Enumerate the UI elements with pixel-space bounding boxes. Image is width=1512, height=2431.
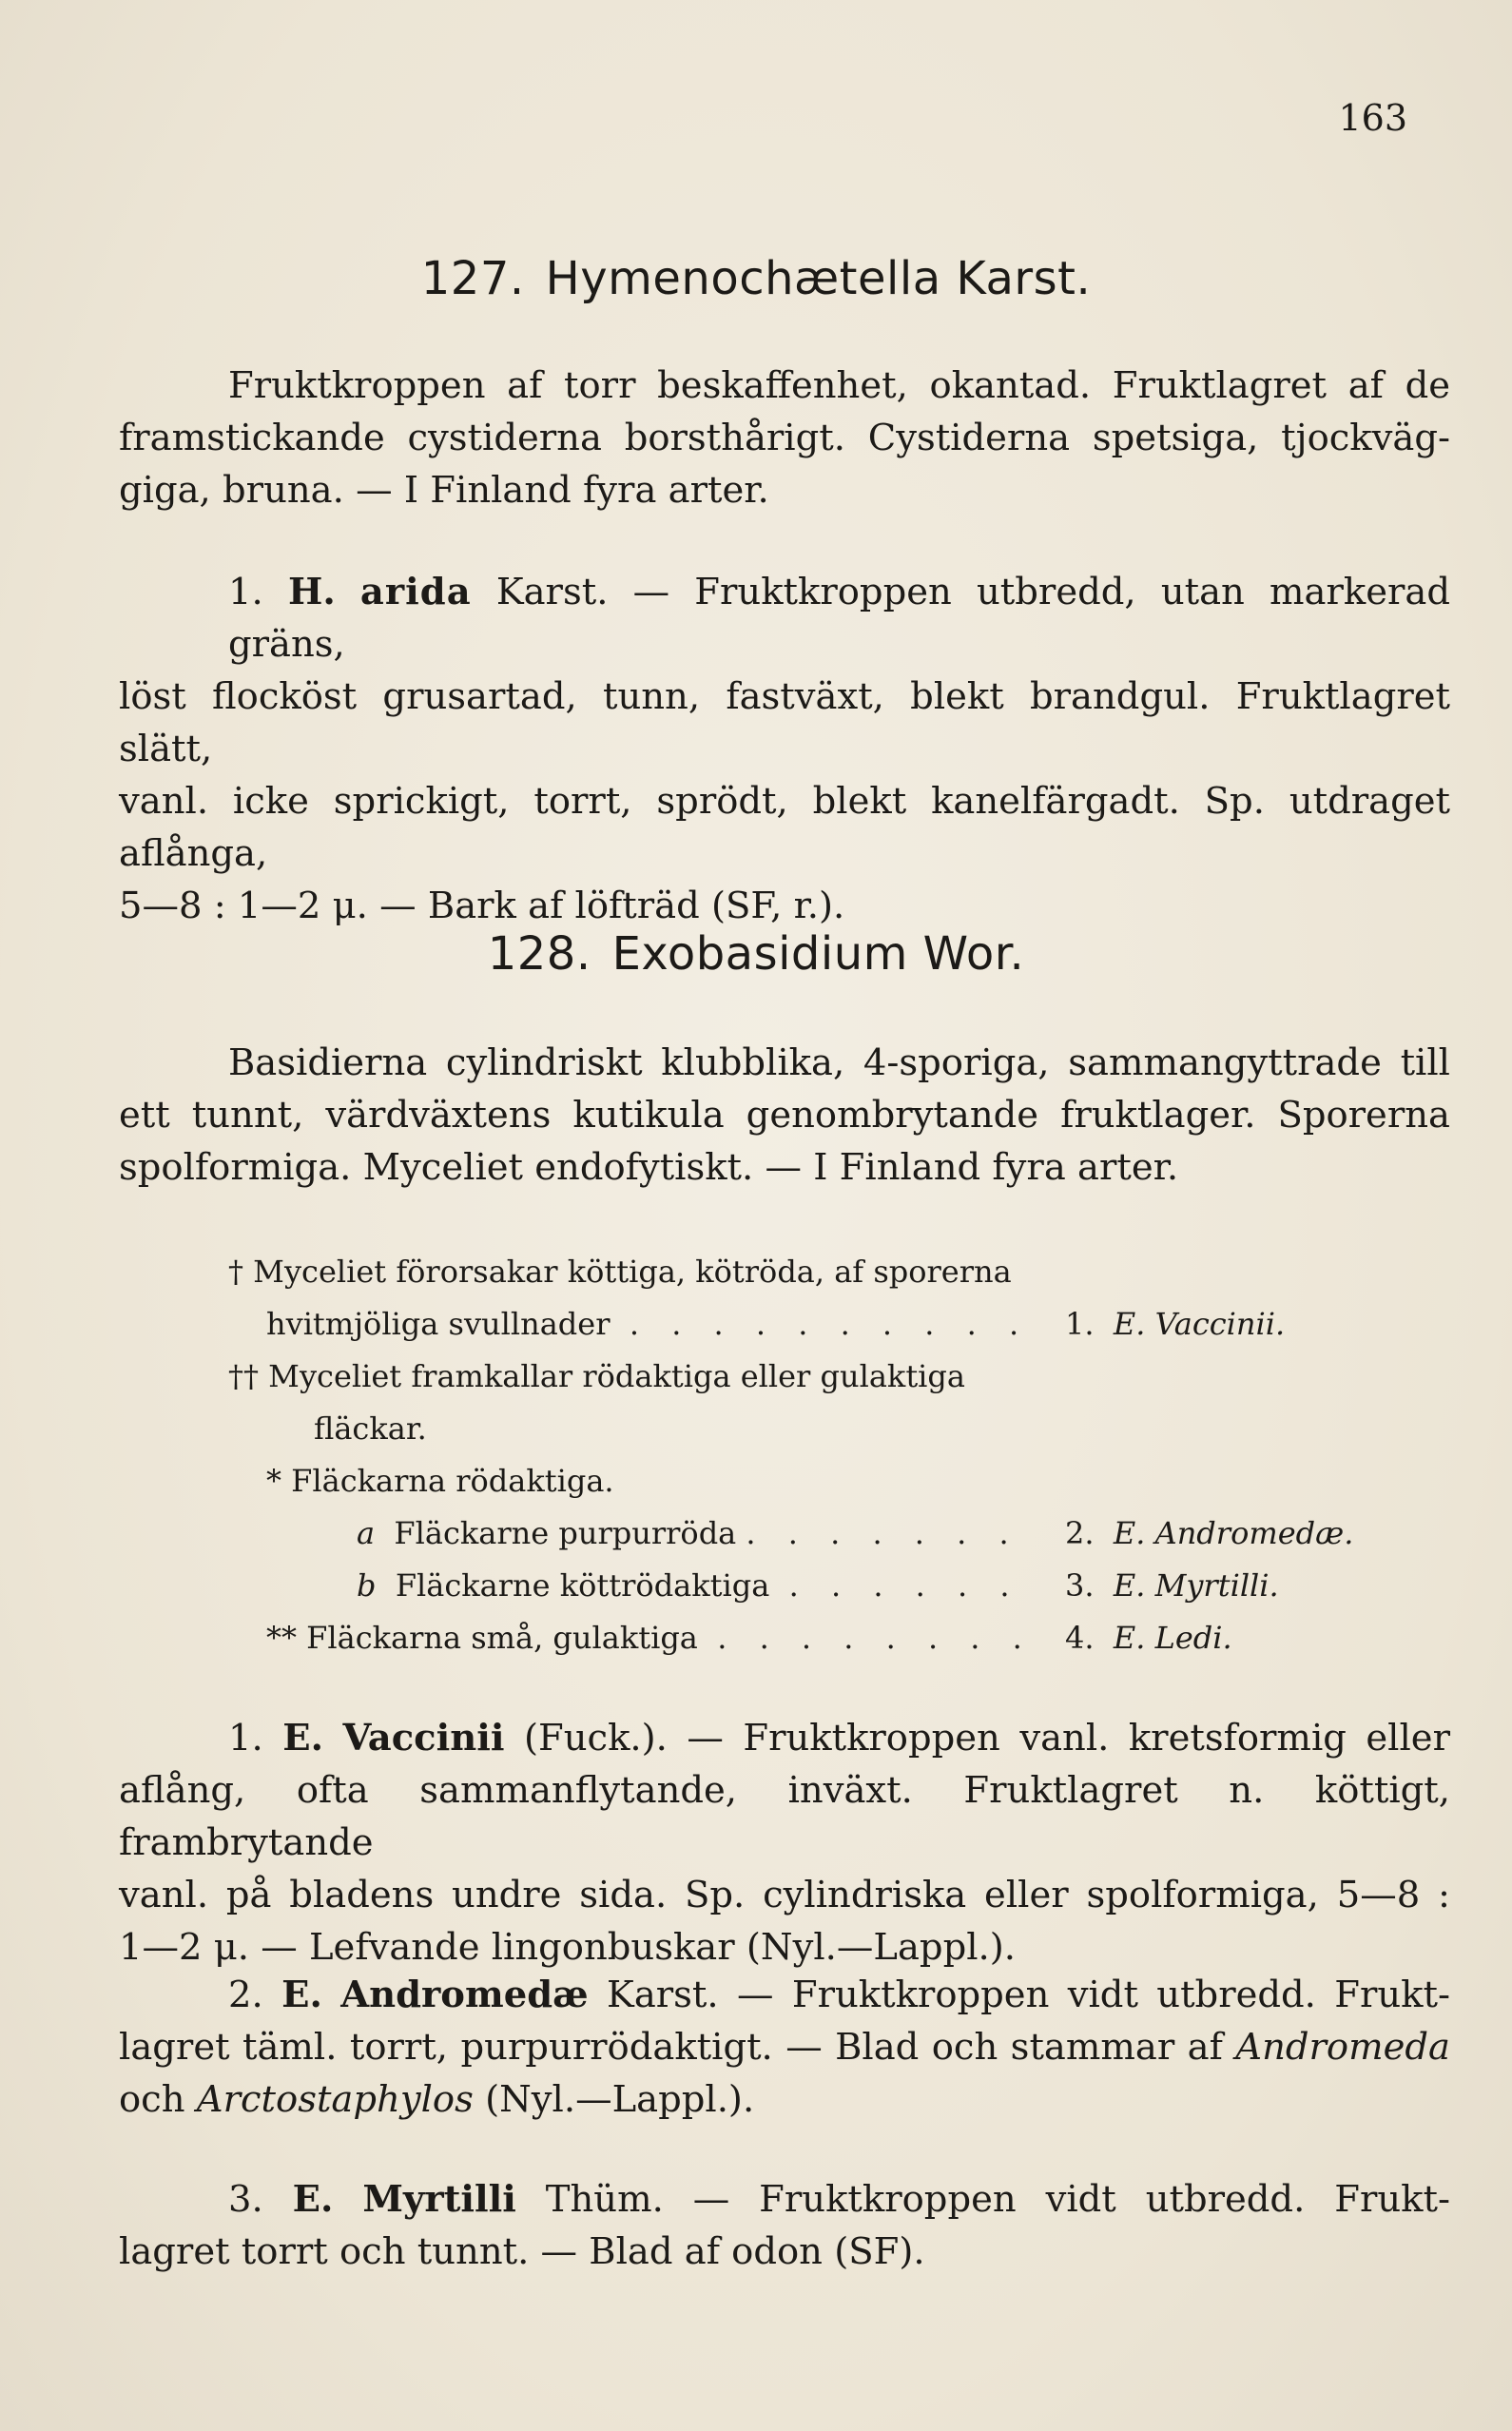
genus-description-exobasidium (119, 1037, 1450, 1194)
host-genus: Arctostaphylos (196, 2078, 474, 2121)
description-line: spolformiga. Myceliet endofytiskt. — I Finland fyra arter. (119, 1146, 1179, 1189)
key-text: * Fläckarna rödaktiga. (266, 1463, 614, 1499)
key-text: hvitmjöliga svullnader . . . . . . . . . . (266, 1306, 1031, 1342)
species-text: Karst. — Fruktkroppen utbredd, utan markerad gräns, (228, 571, 1451, 666)
species-epithet: arida (359, 571, 472, 613)
genus-description-hymenochaetella (119, 360, 1450, 516)
species-line: 5—8 : 1—2 μ. — Bark af löfträd (SF, r.). (119, 885, 845, 927)
key-text: †† Myceliet framkallar rödaktiga eller gulaktiga (228, 1358, 965, 1394)
species-line: löst flocköst grusartad, tunn, fastväxt, blekt brandgul. Fruktlagret slätt, (119, 675, 1450, 770)
description-line: framstickande cystiderna borsthårigt. Cystiderna spetsiga, tjockväg- (119, 417, 1450, 459)
species-epithet: Vaccinii (342, 1717, 505, 1760)
genus-number: 127. (420, 252, 525, 305)
species-entry-e-vaccinii (119, 1712, 1450, 1974)
key-result: 1. E. Vaccinii. (1065, 1306, 1286, 1342)
key-dots: . . . . . . . (746, 1515, 1020, 1551)
host-genus: Andromeda (1235, 2026, 1450, 2069)
key-row (119, 1612, 1355, 1664)
species-number: 3. (228, 2178, 263, 2221)
key-dots: . . . . . . . . (717, 1620, 1034, 1656)
species-entry-e-myrtilli (119, 2173, 1450, 2278)
key-result: 3. E. Myrtilli. (1065, 1567, 1279, 1604)
key-result: 4. E. Ledi. (1065, 1620, 1232, 1656)
genus-title: Hymenochætella Karst. (545, 252, 1092, 305)
species-number: 2. (228, 1974, 263, 2016)
species-first-line (119, 1712, 1450, 1764)
species-line: vanl. icke sprickigt, torrt, sprödt, blekt kanelfärgadt. Sp. utdraget aflånga, (119, 780, 1450, 875)
species-text: (Fuck.). — Fruktkroppen vanl. kretsformig eller (504, 1717, 1450, 1760)
species-key (119, 1246, 1355, 1664)
genus-heading-exobasidium (0, 927, 1512, 981)
key-text: ** Fläckarna små, gulaktiga . . . . . . . . (266, 1620, 1034, 1656)
key-text: b Fläckarne köttrödaktiga . . . . . . (357, 1567, 1021, 1604)
species-genus-abbr: E. (282, 1717, 323, 1760)
species-entry-h-arida (119, 566, 1450, 932)
description-line: Basidierna cylindriskt klubblika, 4-sporiga, sammangyttrade till (228, 1041, 1450, 1084)
key-text: a Fläckarne purpurröda . . . . . . . (357, 1515, 1020, 1551)
species-first-line (119, 1969, 1450, 2021)
key-row (119, 1298, 1355, 1351)
key-result: 2. E. Andromedæ. (1065, 1515, 1354, 1551)
species-first-line (119, 566, 1450, 671)
species-genus-abbr: E. (281, 1974, 322, 2016)
species-line: aflång, ofta sammanflytande, inväxt. Fruktlagret n. köttigt, frambrytande (119, 1769, 1450, 1864)
key-row (119, 1560, 1355, 1612)
species-line: vanl. på bladens undre sida. Sp. cylindriska eller spolformiga, 5—8 : (119, 1874, 1450, 1916)
key-dots: . . . . . . (788, 1567, 1021, 1604)
species-text: Thüm. — Fruktkroppen vidt utbredd. Frukt- (515, 2178, 1450, 2221)
page-number: 163 (1338, 97, 1407, 139)
species-line: och Arctostaphylos (Nyl.—Lappl.). (119, 2078, 755, 2121)
description-line: ett tunnt, värdväxtens kutikula genombrytande fruktlager. Sporerna (119, 1094, 1450, 1137)
species-epithet: Myrtilli (362, 2178, 516, 2221)
species-genus-abbr: H. (287, 571, 336, 613)
genus-number: 128. (487, 927, 591, 981)
genus-title: Exobasidium Wor. (611, 927, 1025, 981)
species-epithet: Andromedæ (340, 1974, 589, 2016)
species-text: Karst. — Fruktkroppen vidt utbredd. Frukt- (588, 1974, 1450, 2016)
description-line: Fruktkroppen af torr beskaffenhet, okantad. Fruktlagret af de (228, 364, 1450, 407)
key-text: fläckar. (314, 1410, 427, 1447)
key-row (119, 1351, 1355, 1403)
species-line: lagret torrt och tunnt. — Blad af odon (SF). (119, 2230, 925, 2273)
key-row (119, 1246, 1355, 1298)
species-line: lagret täml. torrt, purpurrödaktigt. — Blad och stammar af Andromeda (119, 2026, 1450, 2069)
key-dots: . . . . . . . . . . (629, 1306, 1031, 1342)
key-row (119, 1403, 1355, 1455)
genus-heading-hymenochaetella (0, 252, 1512, 305)
species-line: 1—2 μ. — Lefvande lingonbuskar (Nyl.—Lappl.). (119, 1926, 1017, 1969)
species-number: 1. (228, 1717, 263, 1760)
species-entry-e-andromedae (119, 1969, 1450, 2126)
description-line: giga, bruna. — I Finland fyra arter. (119, 469, 769, 512)
species-genus-abbr: E. (292, 2178, 334, 2221)
key-row (119, 1507, 1355, 1560)
species-number: 1. (228, 571, 263, 613)
key-row (119, 1455, 1355, 1507)
species-first-line (119, 2173, 1450, 2226)
key-text: † Myceliet förorsakar köttiga, kötröda, af sporerna (228, 1254, 1012, 1290)
